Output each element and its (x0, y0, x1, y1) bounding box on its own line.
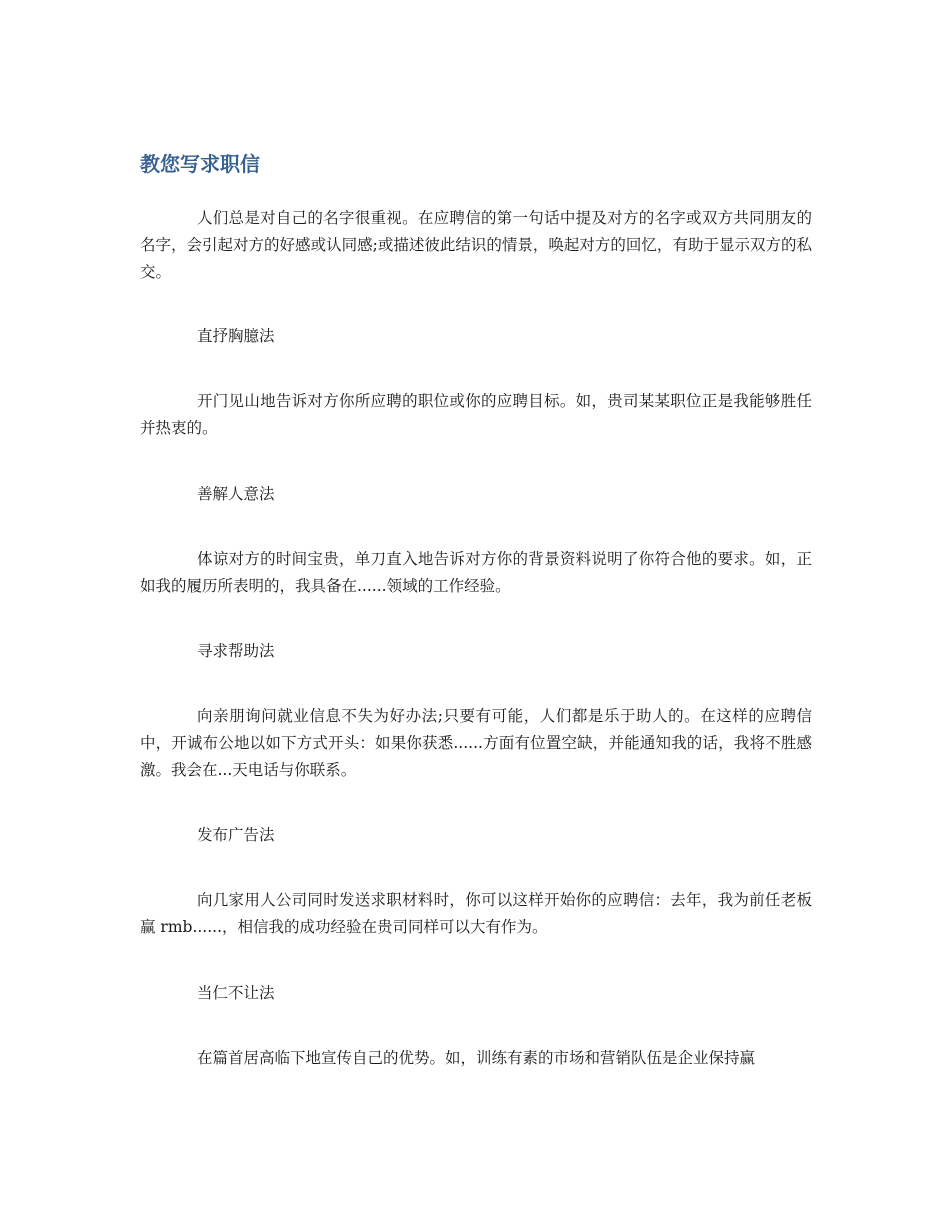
section-heading-3: 寻求帮助法 (197, 642, 275, 660)
intro-paragraph: 人们总是对自己的名字很重视。在应聘信的第一句话中提及对方的名字或双方共同朋友的名字，会引起对方的好感或认同感;或描述彼此结识的情景，唤起对方的回忆，有助于显示双方的私交。 (140, 209, 812, 281)
section-body-5: 在篇首居高临下地宣传自己的优势。如，训练有素的市场和营销队伍是企业保持赢 (197, 1049, 756, 1067)
section-heading-4: 发布广告法 (197, 826, 275, 844)
section-body-2: 体谅对方的时间宝贵，单刀直入地告诉对方你的背景资料说明了你符合他的要求。如，正如我的履历所表明的，我具备在......领域的工作经验。 (140, 550, 812, 595)
section-body-1: 开门见山地告诉对方你所应聘的职位或你的应聘目标。如，贵司某某职位正是我能够胜任并热衷的。 (140, 392, 812, 437)
section-body-4: 向几家用人公司同时发送求职材料时，你可以这样开始你的应聘信：去年，我为前任老板赢 rmb......，相信我的成功经验在贵司同样可以大有作为。 (140, 891, 812, 936)
section-heading-1: 直抒胸臆法 (197, 327, 275, 345)
section-heading-5: 当仁不让法 (197, 984, 275, 1002)
section-heading-2: 善解人意法 (197, 485, 275, 503)
section-body-3: 向亲朋询问就业信息不失为好办法;只要有可能，人们都是乐于助人的。在这样的应聘信中，开诚布公地以如下方式开头：如果你获悉......方面有位置空缺，并能通知我的话，我将不胜感激。我会在...天电话与你联系。 (140, 707, 812, 779)
document-title: 教您写求职信 (140, 152, 260, 176)
